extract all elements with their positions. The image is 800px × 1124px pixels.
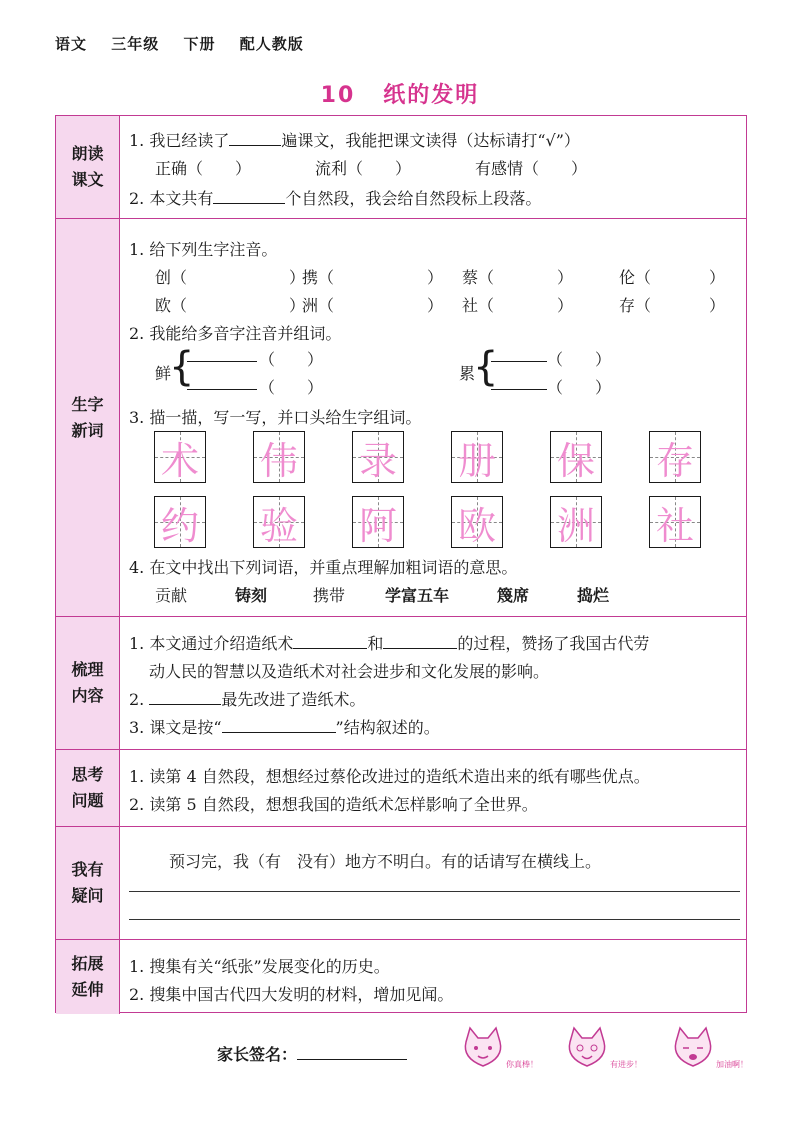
pinyin-char: 洲（: [302, 296, 335, 315]
answer-blank[interactable]: [149, 690, 221, 705]
content-q3: 3. 课文是按“: [129, 718, 222, 737]
signature-blank[interactable]: [297, 1045, 407, 1060]
trace-box[interactable]: 册: [451, 431, 503, 483]
trace-box[interactable]: 保: [550, 431, 602, 483]
answer-blank[interactable]: [187, 375, 257, 390]
answer-blank[interactable]: [491, 347, 547, 362]
worksheet-table: [55, 115, 747, 1013]
trace-box[interactable]: 术: [154, 431, 206, 483]
polyphone-char: 累: [459, 364, 476, 383]
trace-box[interactable]: 录: [352, 431, 404, 483]
pinyin-char: 蔡（: [462, 268, 495, 287]
brace-icon: {: [473, 344, 499, 390]
trace-box[interactable]: 洲: [550, 496, 602, 548]
section-reading: 朗读 课文 1. 我已经读了 遍课文，我能把课文读得（达标请打“√”） 正确（ ） 流利（ ） 有感情（ ） 2. 本文共有 个自然段，我会给自然段标上段落。: [56, 116, 746, 218]
reading-q1: 1. 我已经读了: [129, 131, 230, 150]
content-q1: 1. 本文通过介绍造纸术: [129, 634, 294, 653]
vocab-item: 贡献: [155, 586, 188, 605]
cat-sticker: 你真棒！: [458, 1024, 538, 1074]
writing-line[interactable]: [129, 891, 740, 892]
answer-blank[interactable]: [293, 634, 367, 649]
section-label: 朗读 课文: [56, 116, 120, 218]
vocab-item: 携带: [313, 586, 346, 605]
trace-box[interactable]: 阿: [352, 496, 404, 548]
answer-blank[interactable]: [491, 375, 547, 390]
extend-q1: 1. 搜集有关“纸张”发展变化的历史。: [129, 957, 390, 976]
cat-face-icon: [458, 1024, 508, 1072]
reading-q2: 2. 本文共有: [129, 189, 214, 208]
book-header: [55, 33, 322, 54]
think-q1: 1. 读第 4 自然段，想想经过蔡伦改进过的造纸术造出来的纸有哪些优点。: [129, 767, 650, 786]
section-label: 生字 新词: [56, 219, 120, 616]
answer-blank[interactable]: [213, 189, 285, 204]
vocab-item: 学富五车: [385, 586, 450, 605]
section-question: [56, 826, 746, 939]
trace-box[interactable]: 约: [154, 496, 206, 548]
trace-box[interactable]: 社: [649, 496, 701, 548]
section-words: 生字 新词 1. 给下列生字注音。 创（ ） 携（ ） 蔡（ ） 伦（ ） 欧（ ） 洲（ ） 社（ ） 存（ ） 2. 我能给多音字注音并组词。 鲜 { （ ） （ ） 累 { （ ） （ ） 3. 描一描，写一写，并口头给生字组词。 术 伟 录 册 保 存 约 验 阿 欧 洲 社 4. 在文中找出下列词语，并重点理解加粗词语的意思。 贡献 铸刻 携带 学富五车 篾席 捣烂: [56, 218, 746, 616]
section-label: 思考 问题: [56, 750, 120, 826]
answer-blank[interactable]: [187, 347, 257, 362]
answer-blank[interactable]: [229, 131, 281, 146]
cat-sticker: 加油啊！: [668, 1024, 748, 1074]
pinyin-char: 存（: [619, 296, 652, 315]
words-q1: 1. 给下列生字注音。: [129, 240, 278, 259]
pinyin-char: 携（: [302, 268, 335, 287]
parent-signature: 家长签名：: [217, 1042, 407, 1065]
trace-box[interactable]: 存: [649, 431, 701, 483]
section-label: 我有 疑问: [56, 827, 120, 939]
trace-box[interactable]: 欧: [451, 496, 503, 548]
section-label: 梳理 内容: [56, 617, 120, 749]
vocab-item: 篾席: [497, 586, 530, 605]
section-extend: [56, 939, 746, 1014]
polyphone-char: 鲜: [155, 364, 172, 383]
pinyin-char: 欧（: [155, 296, 188, 315]
section-think: [56, 749, 746, 826]
brace-icon: {: [169, 344, 195, 390]
lesson-title: [0, 78, 800, 109]
edition: 配人教版: [239, 35, 304, 53]
words-q2: 2. 我能给多音字注音并组词。: [129, 324, 342, 343]
cat-face-icon: [562, 1024, 612, 1072]
trace-box[interactable]: 伟: [253, 431, 305, 483]
question-prompt: 预习完，我（有 没有）地方不明白。有的话请写在横线上。: [169, 852, 602, 871]
cat-sticker: 有进步！: [562, 1024, 642, 1074]
pinyin-char: 伦（: [619, 268, 652, 287]
answer-blank[interactable]: [383, 634, 457, 649]
lesson-name: 纸的发明: [383, 83, 480, 108]
term: 下册: [183, 35, 216, 53]
subject: 语文: [55, 35, 88, 53]
lesson-number: 10: [320, 83, 356, 108]
grade: 三年级: [111, 35, 160, 53]
answer-blank[interactable]: [222, 718, 336, 733]
cat-face-icon: [668, 1024, 718, 1072]
section-content: 梳理 内容 1. 本文通过介绍造纸术 和 的过程，赞扬了我国古代劳 动人民的智慧以及造纸术对社会进步和文化发展的影响。 2. 最先改进了造纸术。 3. 课文是按“ ”结构叙述的。: [56, 616, 746, 749]
content-q2: 2.: [129, 690, 145, 709]
section-label: 拓展 延伸: [56, 940, 120, 1014]
pinyin-char: 创（: [155, 268, 188, 287]
vocab-item: 捣烂: [577, 586, 610, 605]
extend-q2: 2. 搜集中国古代四大发明的材料，增加见闻。: [129, 985, 454, 1004]
writing-line[interactable]: [129, 919, 740, 920]
pinyin-char: 社（: [462, 296, 495, 315]
words-q3: 3. 描一描，写一写，并口头给生字组词。: [129, 408, 422, 427]
vocab-item: 铸刻: [235, 586, 268, 605]
reading-options: 正确（ ） 流利（ ） 有感情（ ）: [155, 159, 588, 178]
trace-box[interactable]: 验: [253, 496, 305, 548]
words-q4: 4. 在文中找出下列词语，并重点理解加粗词语的意思。: [129, 558, 518, 577]
think-q2: 2. 读第 5 自然段，想想我国的造纸术怎样影响了全世界。: [129, 795, 538, 814]
